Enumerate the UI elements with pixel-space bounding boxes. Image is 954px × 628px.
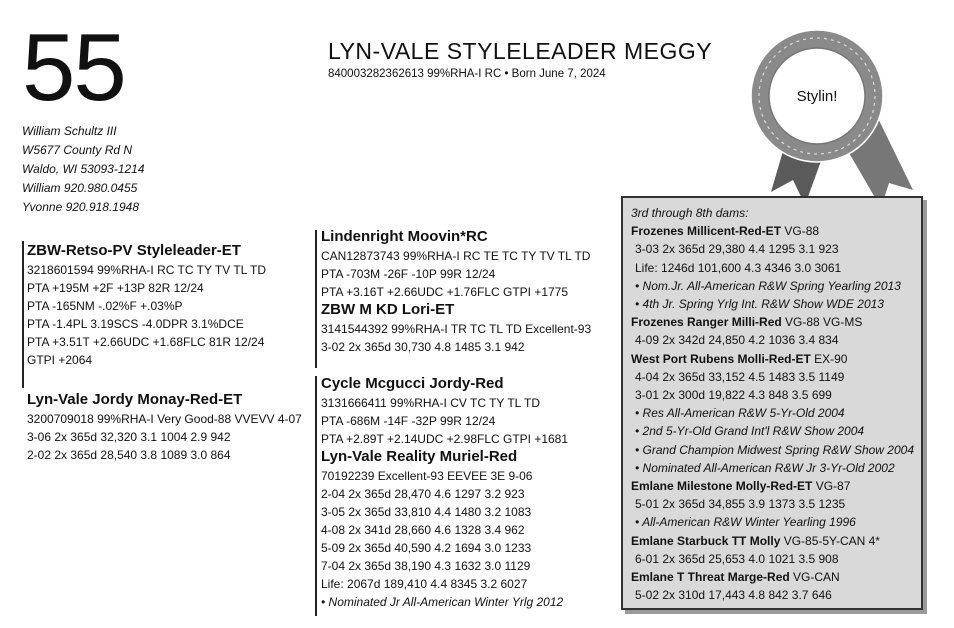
dam-name: Emlane Starbuck TT Molly	[631, 533, 781, 548]
consignor-name: William Schultz III	[22, 124, 117, 138]
sire-dam-line: 3-02 2x 365d 30,730 4.8 1485 3.1 942	[321, 340, 525, 354]
dam-dam-line: 70192239 Excellent-93 EEVEE 3E 9-06	[321, 469, 533, 483]
dam-dam-line: Life: 2067d 189,410 4.4 8345 3.2 6027	[321, 577, 528, 591]
sire-dam-name: ZBW M KD Lori-ET	[321, 301, 455, 318]
dam-sire-line: PTA +2.89T +2.14UDC +2.98FLC GTPI +1681	[321, 432, 569, 446]
sire-line: PTA +3.51T +2.66UDC +1.68FLC 81R 12/24	[27, 335, 265, 349]
dam-6-name	[631, 477, 921, 495]
dam-dam-line: 7-04 2x 365d 38,190 4.3 1632 3.0 1129	[321, 559, 531, 573]
dam-record: 3-03 2x 365d 29,380 4.4 1295 3.1 923	[635, 242, 839, 257]
dam-5-name	[631, 350, 921, 368]
dam-name: Frozenes Millicent-Red-ET	[631, 224, 782, 239]
sire-name: ZBW-Retso-PV Styleleader-ET	[27, 242, 241, 259]
dam-3-name	[631, 222, 921, 240]
dams-box-heading: 3rd through 8th dams:	[631, 206, 749, 220]
dam-classification: VG-85-5Y-CAN 4*	[780, 533, 880, 548]
animal-registration: 840003282362613 99%RHA-I RC • Born June 7, 2024	[328, 68, 606, 80]
dam-dam-block	[321, 447, 563, 611]
extended-dams-box	[621, 196, 923, 610]
dam-name: Lyn-Vale Jordy Monay-Red-ET	[27, 391, 243, 408]
dam-dam-line: 2-04 2x 365d 28,470 4.6 1297 3.2 923	[321, 487, 525, 501]
dam-name: Emlane Milestone Molly-Red-ET	[631, 479, 813, 494]
dam-classification: VG-88 VG-MS	[781, 315, 863, 330]
animal-name: LYN-VALE STYLELEADER MEGGY	[328, 38, 713, 64]
ribbon-rosette-icon	[735, 0, 945, 215]
sire-bracket-line	[22, 241, 24, 388]
sire-line: 3218601594 99%RHA-I RC TC TY TV TL TD	[27, 263, 267, 277]
ribbon-label: Stylin!	[796, 88, 838, 105]
consignor-phone-william: William 920.980.0455	[22, 181, 138, 195]
sire-sire-block	[321, 227, 590, 301]
dam-record: 4-09 2x 342d 24,850 4.2 1036 3.4 834	[635, 333, 839, 348]
dam-record: 3-01 2x 300d 19,822 4.3 848 3.5 699	[635, 388, 832, 403]
dam-record: 5-01 2x 365d 34,855 3.9 1373 3.5 1235	[635, 497, 846, 512]
dam-sire-name: Cycle Mcgucci Jordy-Red	[321, 375, 504, 392]
dam-classification: VG-87	[812, 479, 851, 494]
dam-award: • Nominated All-American R&W Jr 3-Yr-Old 2002	[635, 460, 895, 475]
dam-record: 5-02 2x 310d 17,443 4.8 842 3.7 646	[635, 588, 832, 603]
sire-line: PTA +195M +2F +13P 82R 12/24	[27, 281, 204, 295]
sire-dam-line: 3141544392 99%RHA-I TR TC TL TD Excellent-93	[321, 322, 592, 336]
dam-record: 6-01 2x 365d 25,653 4.0 1021 3.5 908	[635, 551, 839, 566]
dam-classification: EX-90	[810, 351, 848, 366]
sire-line: PTA -1.4PL 3.19SCS -4.0DPR 3.1%DCE	[27, 317, 244, 331]
dam-4-name	[631, 313, 921, 331]
dam-sire-line: 3131666411 99%RHA-I CV TC TY TL TD	[321, 396, 541, 410]
dam-award: • Grand Champion Midwest Spring R&W Show 2004	[635, 442, 914, 457]
dam-award: • Nom.Jr. All-American R&W Spring Yearling 2013	[635, 278, 901, 293]
dam-record: 4-04 2x 365d 33,152 4.5 1483 3.5 1149	[635, 369, 845, 384]
dam-classification: VG-88	[781, 224, 820, 239]
dam-block	[27, 390, 302, 464]
dam-sire-block	[321, 374, 568, 448]
sire-sire-line: CAN12873743 99%RHA-I RC TE TC TY TV TL TD	[321, 249, 591, 263]
dam-award: • 4th Jr. Spring Yrlg Int. R&W Show WDE 2013	[635, 297, 884, 312]
dam-8-name	[631, 568, 921, 586]
dam-dam-line: 3-05 2x 365d 33,810 4.4 1480 3.2 1083	[321, 505, 532, 519]
dam-line: 3200709018 99%RHA-I Very Good-88 VVEVV 4-07	[27, 412, 302, 426]
dam-line: 3-06 2x 365d 32,320 3.1 1004 2.9 942	[27, 430, 231, 444]
dam-award: • All-American R&W Winter Yearling 1996	[635, 515, 856, 530]
dam-classification: VG-CAN	[789, 570, 840, 585]
consignor-address-line2: Waldo, WI 53093-1214	[22, 162, 145, 176]
dam-dam-name: Lyn-Vale Reality Muriel-Red	[321, 448, 518, 465]
dam-record: Life: 1246d 101,600 4.3 4346 3.0 3061	[635, 260, 842, 275]
consignor-address-line1: W5677 County Rd N	[22, 143, 133, 157]
sire-sire-line: PTA +3.16T +2.66UDC +1.76FLC GTPI +1775	[321, 285, 569, 299]
sire-sire-line: PTA -703M -26F -10P 99R 12/24	[321, 267, 496, 281]
sire-block	[27, 241, 266, 369]
dam-dam-line: 4-08 2x 341d 28,660 4.6 1328 3.4 962	[321, 523, 525, 537]
dam-dam-line: 5-09 2x 365d 40,590 4.2 1694 3.0 1233	[321, 541, 532, 555]
dam-name: Frozenes Ranger Milli-Red	[631, 315, 782, 330]
sire-line: GTPI +2064	[27, 353, 93, 367]
dam-name: West Port Rubens Molli-Red-ET	[631, 351, 811, 366]
dam-name: Emlane T Threat Marge-Red	[631, 570, 790, 585]
dam-award: • 2nd 5-Yr-Old Grand Int'l R&W Show 2004	[635, 424, 865, 439]
dam-7-name	[631, 532, 921, 550]
lot-number: 55	[22, 14, 125, 121]
dam-dam-award: • Nominated Jr All-American Winter Yrlg 2012	[321, 595, 564, 609]
dam-sire-line: PTA -686M -14F -32P 99R 12/24	[321, 414, 496, 428]
sire-line: PTA -165NM -.02%F +.03%P	[27, 299, 183, 313]
dam-award: • Res All-American R&W 5-Yr-Old 2004	[635, 406, 845, 421]
consignor-phone-yvonne: Yvonne 920.918.1948	[22, 200, 139, 214]
dam-line: 2-02 2x 365d 28,540 3.8 1089 3.0 864	[27, 448, 231, 462]
sire-side-bracket-line	[315, 230, 317, 368]
consignor-info	[22, 122, 145, 217]
dam-side-bracket-line	[315, 376, 317, 616]
sire-sire-name: Lindenright Moovin*RC	[321, 228, 488, 245]
sire-dam-block	[321, 300, 591, 356]
